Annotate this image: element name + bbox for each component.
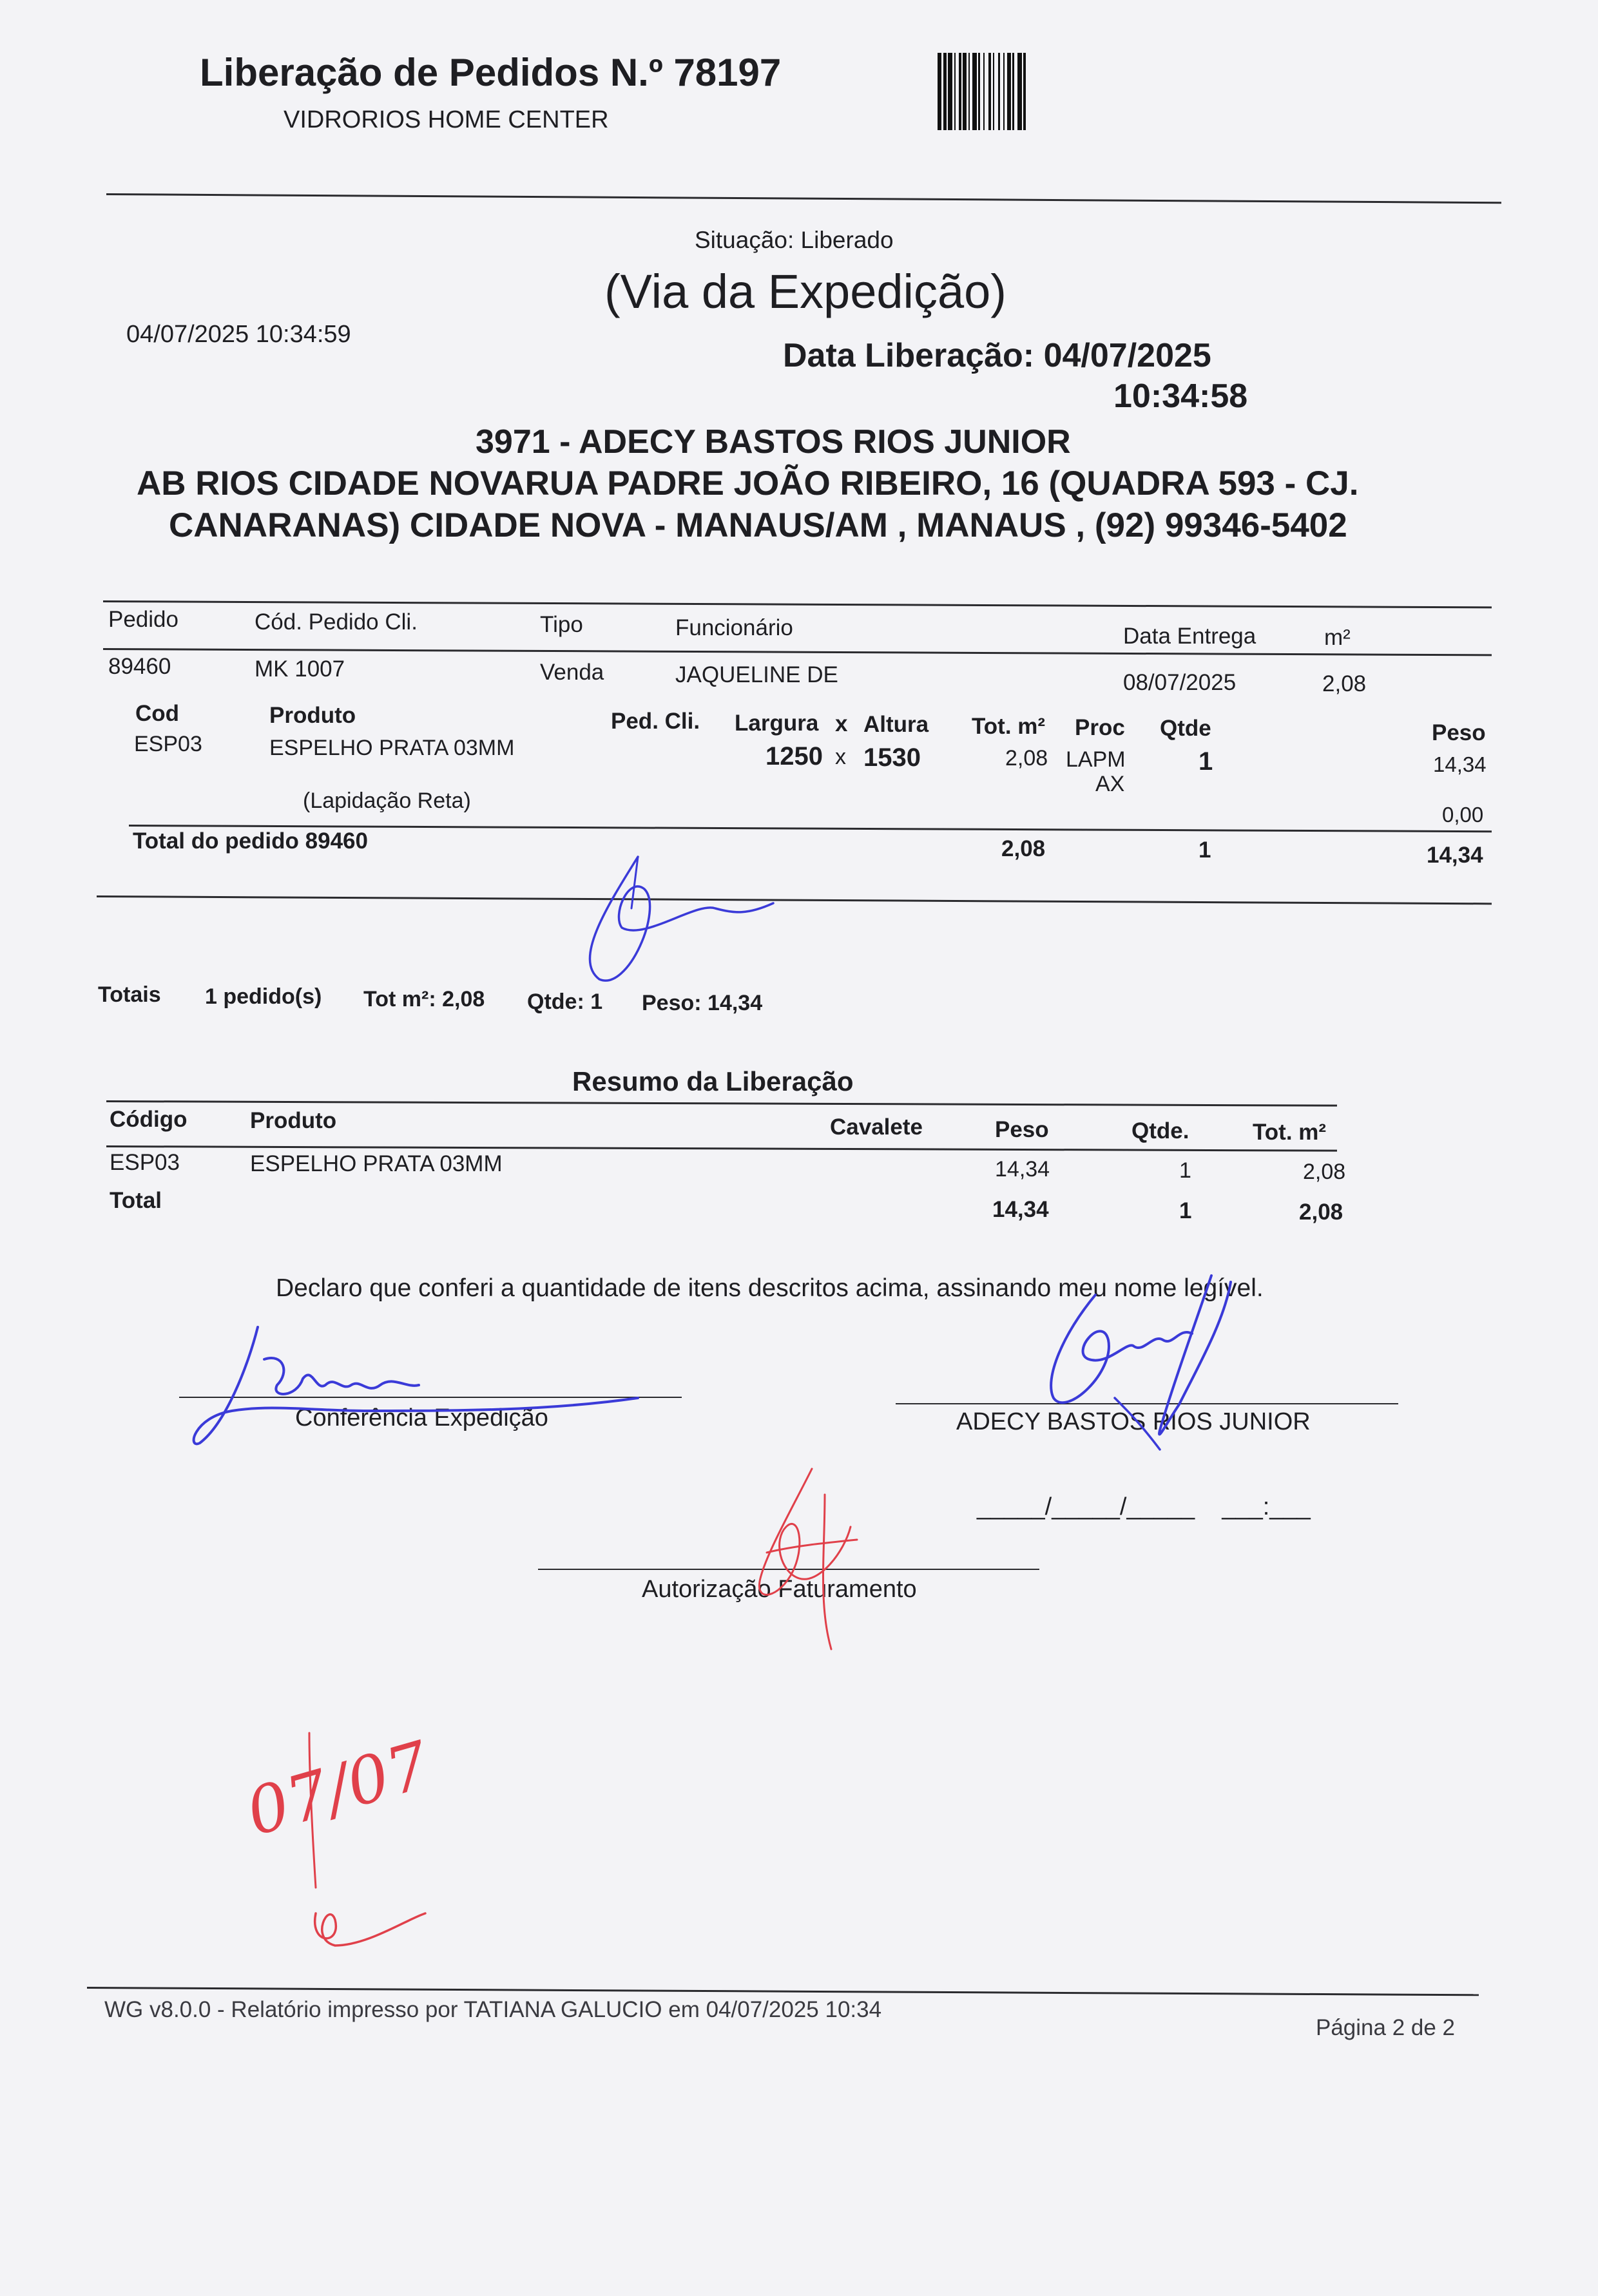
handwritten-scribble	[296, 1727, 445, 1958]
signature-label-conferencia: Conferência Expedição	[295, 1404, 548, 1431]
summary-total-qtde: 1	[1179, 1198, 1192, 1223]
status-text: Situação: Liberado	[695, 227, 894, 253]
item-x: x	[835, 745, 846, 769]
handwritten-date-note: 07/07	[238, 1727, 438, 1851]
item-tot-m2: 2,08	[1005, 746, 1048, 770]
client-address-line1: AB RIOS CIDADE NOVARUA PADRE JOÃO RIBEIRO, 16 (QUADRA 593 - CJ.	[137, 464, 1359, 502]
header-ped-cli: Ped. Cli.	[611, 709, 700, 734]
date-time-blank: _____/_____/_____ ___:___	[977, 1493, 1311, 1520]
summary-total-tot-m2: 2,08	[1299, 1200, 1343, 1225]
summary-header-qtde: Qtde.	[1131, 1118, 1189, 1143]
summary-header-produto: Produto	[250, 1108, 337, 1133]
totals-qtde: Qtde: 1	[527, 990, 603, 1014]
header-peso: Peso	[1432, 720, 1486, 745]
item-cod: ESP03	[134, 732, 202, 756]
item-sub-peso: 0,00	[1442, 803, 1484, 827]
summary-header-peso: Peso	[995, 1117, 1049, 1142]
summary-header-cavalete: Cavalete	[830, 1115, 923, 1140]
company-name: VIDRORIOS HOME CENTER	[284, 106, 609, 133]
header-cod-pedido-cli: Cód. Pedido Cli.	[255, 609, 418, 635]
cell-tipo: Venda	[540, 660, 604, 685]
item-proc-line1: LAPM	[1066, 747, 1126, 772]
header-tipo: Tipo	[540, 612, 583, 637]
client-name: 3971 - ADECY BASTOS RIOS JUNIOR	[476, 423, 1071, 461]
header-largura: Largura	[735, 711, 819, 736]
cell-pedido: 89460	[108, 654, 171, 679]
initials-signature	[567, 831, 786, 999]
order-total-m2: 2,08	[1001, 836, 1046, 861]
header-data-entrega: Data Entrega	[1123, 624, 1256, 649]
cell-funcionario: JAQUELINE DE	[675, 662, 838, 687]
item-qtde: 1	[1198, 747, 1213, 776]
summary-title: Resumo da Liberação	[572, 1066, 854, 1096]
cliente-signature	[1018, 1263, 1263, 1482]
summary-tot-m2: 2,08	[1303, 1160, 1346, 1184]
summary-total-peso: 14,34	[992, 1197, 1049, 1222]
totals-tot-m2: Tot m²: 2,08	[363, 987, 485, 1011]
via-title: (Via da Expedição)	[604, 265, 1006, 318]
summary-qtde: 1	[1179, 1158, 1191, 1183]
release-date: Data Liberação: 04/07/2025	[783, 337, 1211, 374]
barcode	[938, 53, 1182, 130]
conferencia-signature	[187, 1314, 651, 1462]
summary-codigo: ESP03	[110, 1150, 180, 1175]
item-peso: 14,34	[1433, 752, 1487, 776]
header-produto: Produto	[269, 703, 356, 728]
totals-peso: Peso: 14,34	[642, 991, 763, 1015]
summary-total-label: Total	[110, 1188, 162, 1213]
signature-label-cliente: ADECY BASTOS RIOS JUNIOR	[956, 1408, 1311, 1435]
item-proc-line2: AX	[1095, 772, 1125, 796]
header-cod: Cod	[135, 701, 180, 726]
autorizacao-signature	[741, 1456, 870, 1662]
document-title: Liberação de Pedidos N.º 78197	[200, 51, 782, 94]
signature-label-autorizacao: Autorização Faturamento	[642, 1576, 917, 1603]
item-largura: 1250	[765, 742, 823, 770]
header-x: x	[835, 711, 848, 736]
cell-data-entrega: 08/07/2025	[1123, 670, 1237, 695]
summary-header-tot-m2: Tot. m²	[1253, 1120, 1327, 1145]
header-proc: Proc	[1075, 715, 1125, 740]
header-qtde: Qtde	[1160, 716, 1211, 741]
item-produto: ESPELHO PRATA 03MM	[269, 736, 515, 760]
cell-cod-pedido-cli: MK 1007	[255, 656, 345, 682]
client-address-line2: CANARANAS) CIDADE NOVA - MANAUS/AM , MANAUS , (92) 99346-5402	[169, 506, 1347, 544]
header-tot-m2: Tot. m²	[972, 714, 1046, 739]
release-time: 10:34:58	[1113, 378, 1248, 415]
declaration-text: Declaro que conferi a quantidade de itens descritos acima, assinando meu nome legível.	[276, 1274, 1264, 1302]
summary-produto: ESPELHO PRATA 03MM	[250, 1151, 503, 1176]
order-total-qtde: 1	[1198, 837, 1211, 863]
header-altura: Altura	[863, 712, 929, 737]
item-descricao: (Lapidação Reta)	[303, 789, 471, 813]
totals-pedidos: 1 pedido(s)	[205, 984, 322, 1009]
order-total-peso: 14,34	[1427, 843, 1483, 868]
header-pedido: Pedido	[108, 607, 178, 632]
order-total-label: Total do pedido 89460	[133, 828, 368, 854]
header-m2: m²	[1324, 625, 1351, 650]
footer-page-number: Página 2 de 2	[1316, 2015, 1456, 2040]
summary-peso: 14,34	[995, 1157, 1050, 1181]
header-funcionario: Funcionário	[675, 615, 793, 640]
summary-header-codigo: Código	[110, 1107, 188, 1132]
item-altura: 1530	[863, 743, 921, 772]
printed-timestamp: 04/07/2025 10:34:59	[126, 321, 351, 348]
totals-label: Totais	[98, 982, 161, 1007]
cell-m2: 2,08	[1322, 671, 1367, 696]
footer-printed-by: WG v8.0.0 - Relatório impresso por TATIANA GALUCIO em 04/07/2025 10:34	[104, 1997, 882, 2022]
